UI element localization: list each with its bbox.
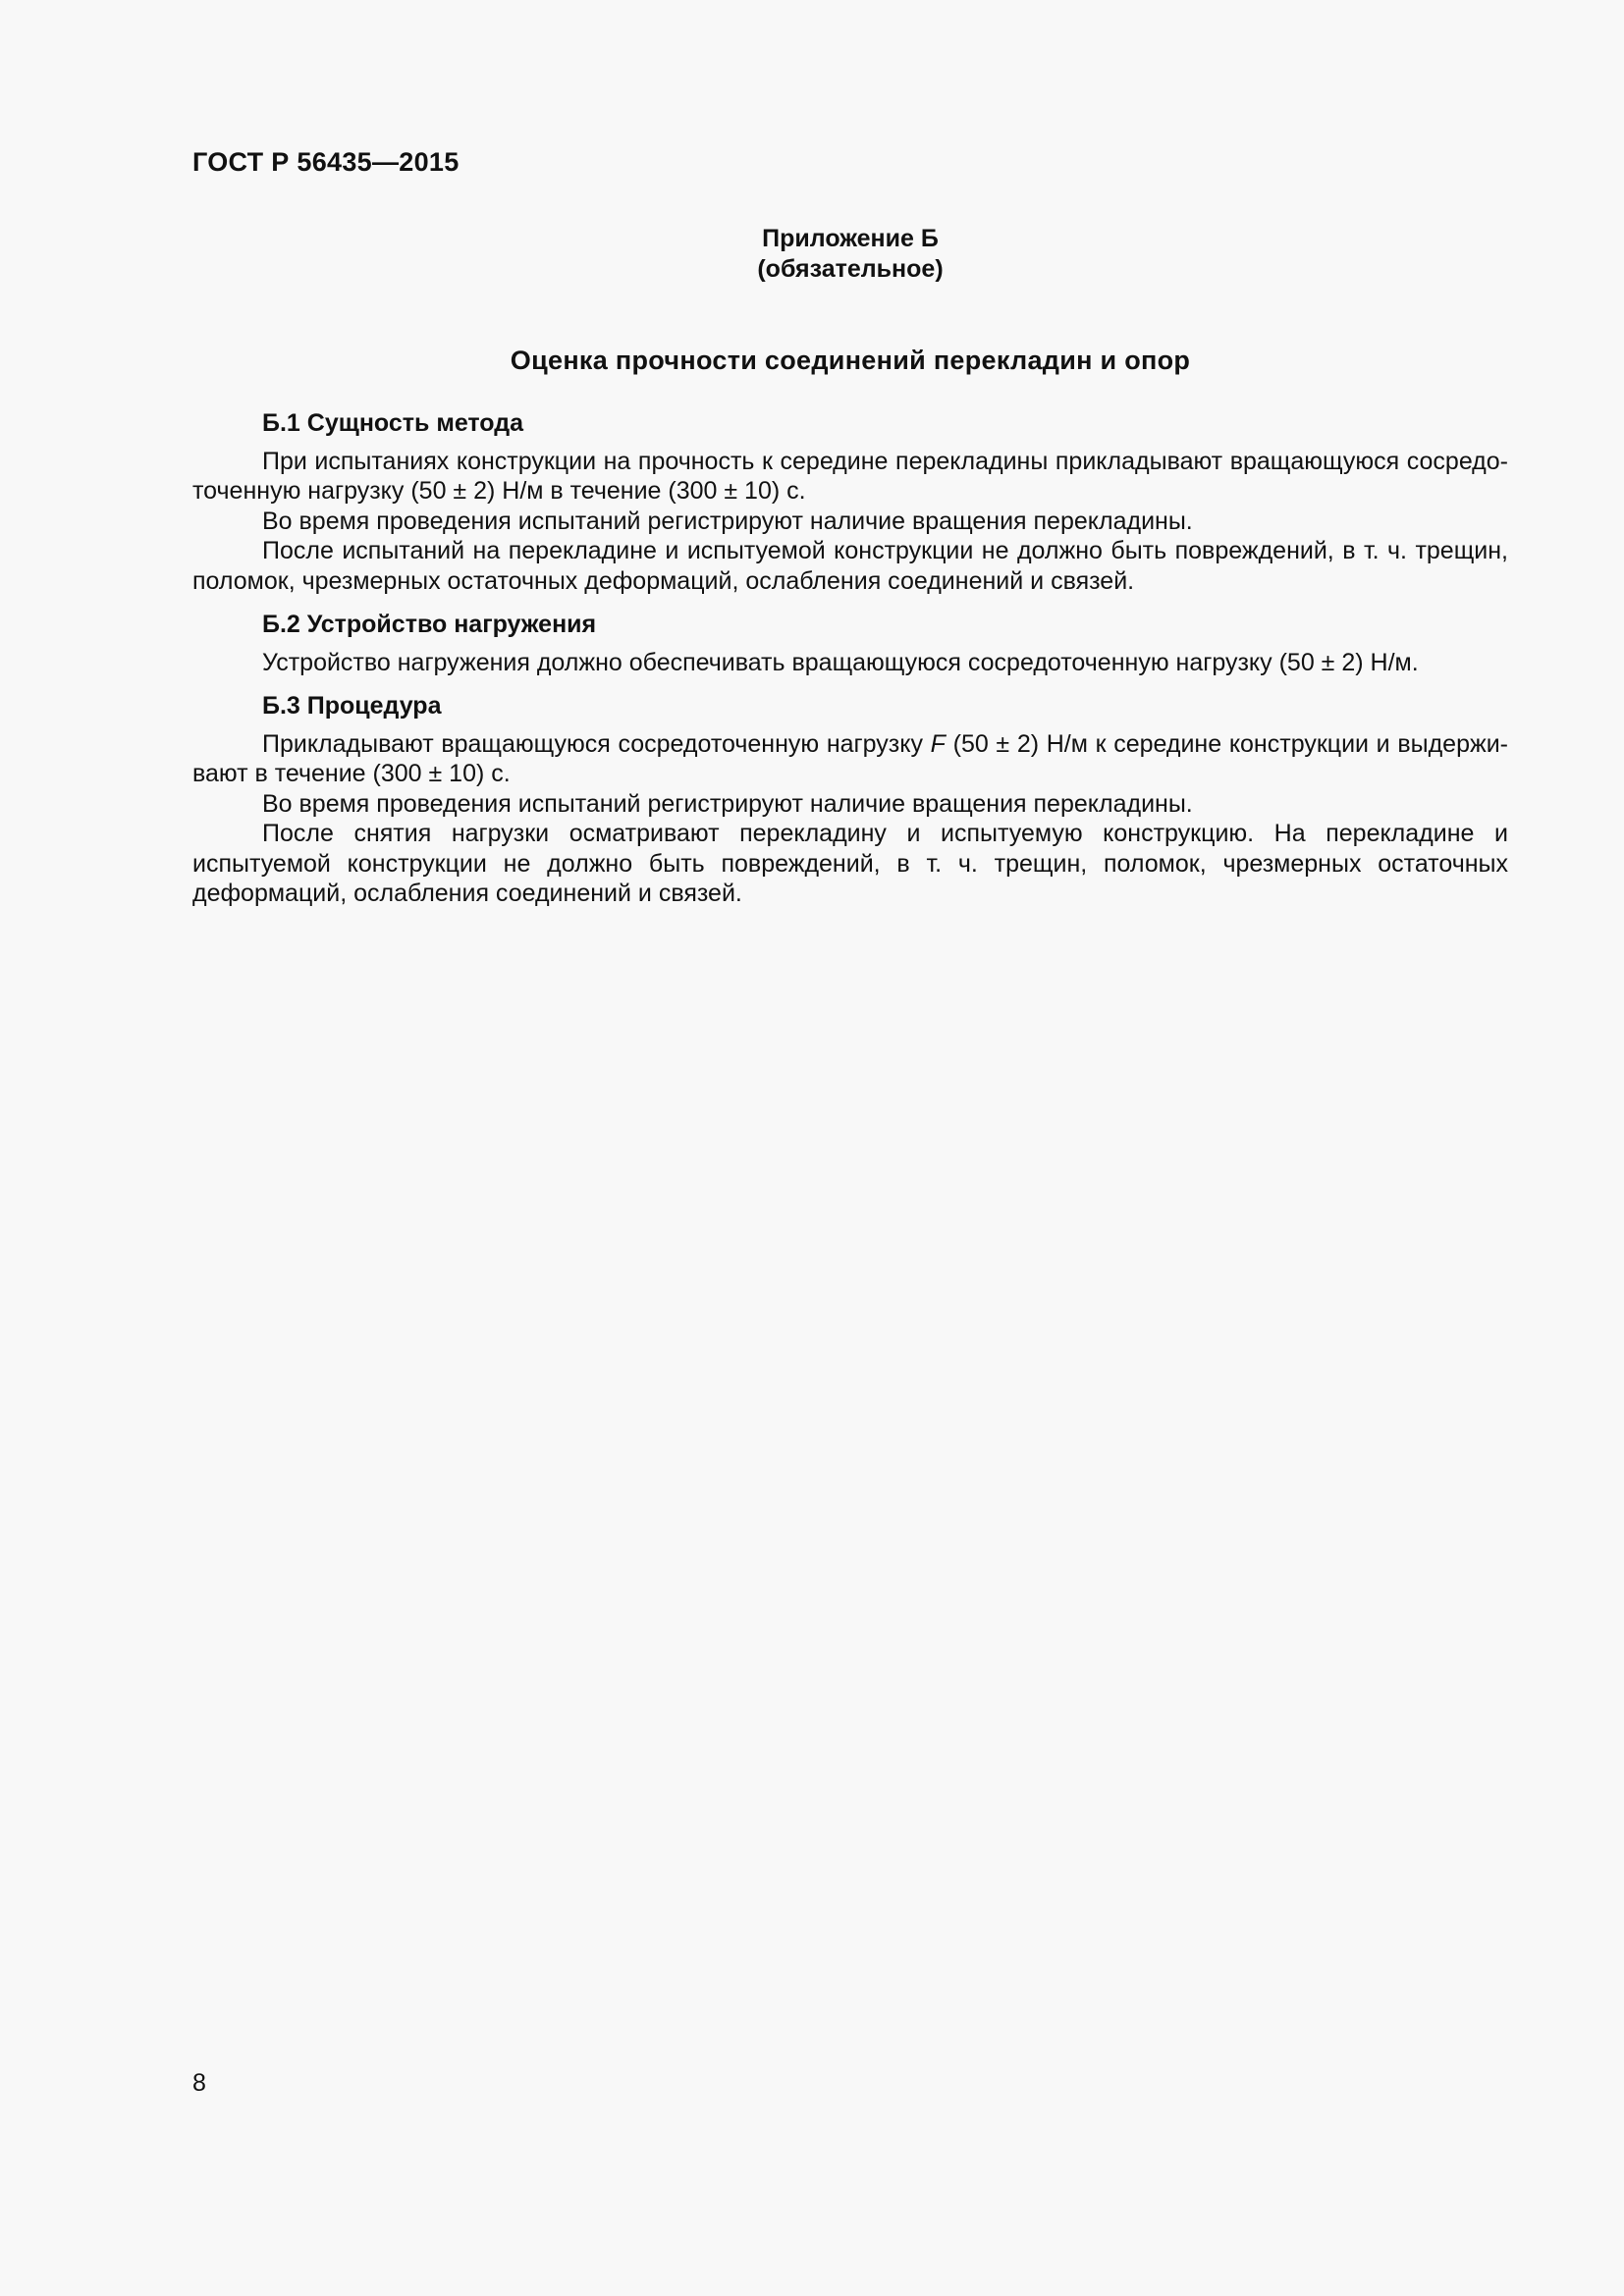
appendix-heading <box>192 224 1508 285</box>
section-b2 <box>192 610 1508 677</box>
appendix-status: (обязательное) <box>757 255 944 283</box>
appendix-label: Приложение Б <box>762 225 939 252</box>
paragraph: Устройство нагружения должно обеспечивать вращающуюся сосредоточенную нагрузку (50 ± 2) Н/м. <box>262 648 1419 676</box>
paragraph: При испытаниях конструкции на прочность к середине перекладины прикладывают вращающуюся сосредоточенную нагрузку (50 ± 2) Н/м в течение (300 ± 10) с. <box>192 447 1508 505</box>
paragraph: После испытаний на перекладине и испытуемой конструкции не должно быть повреждений, в т. ч. трещин, поломок, чрезмерных остаточных деформаций, ослабления соединений и связей. <box>192 537 1508 595</box>
section-b3 <box>192 691 1508 909</box>
section-b1 <box>192 408 1508 596</box>
section-heading: Б.3 Процедура <box>262 692 442 720</box>
paragraph: После снятия нагрузки осматривают перекладину и испытуемую конструкцию. На перекладине и испытуемой конструкции не должно быть повреждений, в т. ч. трещин, поломок, чрезмерных остаточных деформаций, ослабления соединений и связей. <box>192 820 1508 907</box>
document-code: ГОСТ Р 56435—2015 <box>192 147 460 177</box>
paragraph-text: (50 ± 2) Н/м к середине конструкции и выдерживают в течение (300 ± 10) с. <box>192 729 1508 787</box>
paragraph: Во время проведения испытаний регистрируют наличие вращения перекладины. <box>262 507 1193 535</box>
document-body <box>192 408 1508 923</box>
paragraph <box>192 729 1508 789</box>
appendix-title: Оценка прочности соединений перекладин и опор <box>510 346 1191 375</box>
section-heading: Б.2 Устройство нагружения <box>262 611 597 638</box>
force-variable: F <box>930 729 946 758</box>
paragraph-text: Прикладывают вращающуюся сосредоточенную нагрузку <box>262 729 931 758</box>
document-page <box>192 0 1508 2296</box>
paragraph: Во время проведения испытаний регистрируют наличие вращения перекладины. <box>262 789 1193 818</box>
section-heading: Б.1 Сущность метода <box>262 409 524 437</box>
page-number: 8 <box>192 2069 206 2097</box>
